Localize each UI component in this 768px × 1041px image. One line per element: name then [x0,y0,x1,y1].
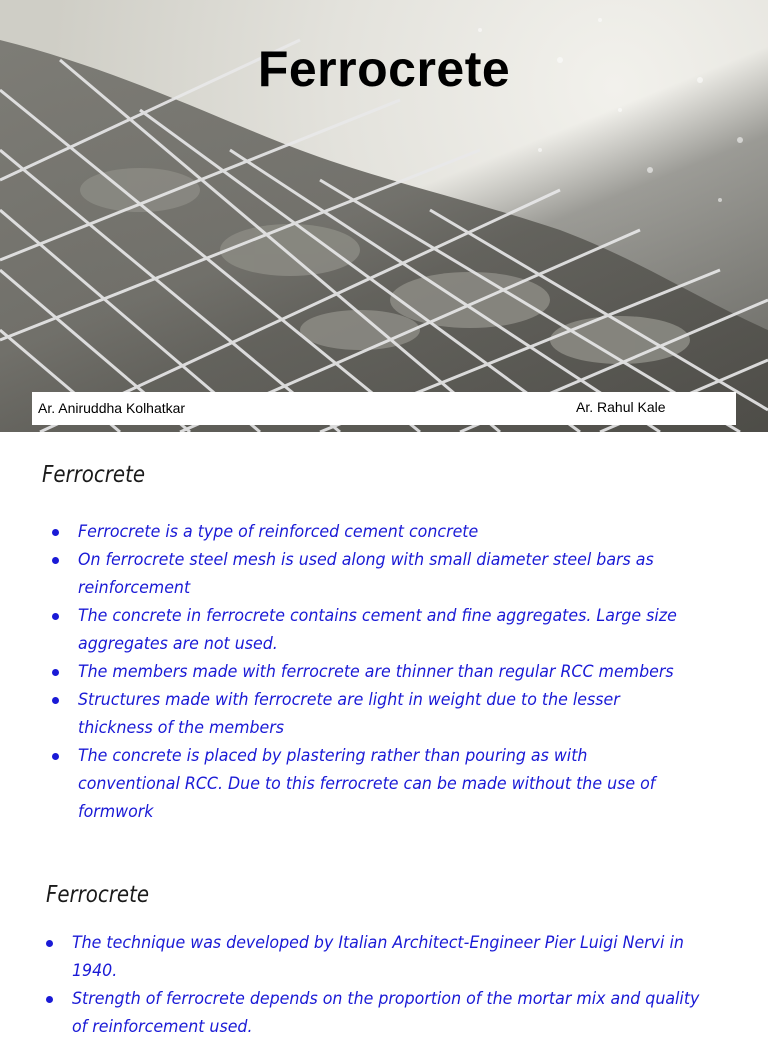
bullet-icon [52,557,59,564]
list-item [42,985,710,1041]
list-item [48,602,688,658]
list-item [48,742,688,826]
list-item [48,658,688,686]
list-item [42,929,710,985]
author-left: Ar. Aniruddha Kolhatkar [38,400,186,416]
cover-title: Ferrocrete [257,41,511,97]
list-item-text: The members made with ferrocrete are thinner than regular RCC members [78,662,674,682]
slide-ferrocrete-history [0,858,768,1037]
list-item-text: Strength of ferrocrete depends on the proportion of the mortar mix and quality of reinforcement used. [72,989,700,1037]
list-item-text: The concrete in ferrocrete contains cement and fine aggregates. Large size aggregates are not used. [78,606,677,654]
list-item [48,686,688,742]
list-item [48,546,688,602]
bullet-icon [52,669,59,676]
list-item [48,518,688,546]
list-item-text: The concrete is placed by plastering rather than pouring as with conventional RCC. Due to this ferrocrete can be made without the use of formwork [78,746,656,822]
slide-heading: Ferrocrete [42,462,146,488]
slide-ferrocrete-intro [0,440,768,850]
bullet-list [42,929,710,1041]
bullet-icon [52,613,59,620]
slide-heading: Ferrocrete [46,882,150,908]
bullet-list [48,518,688,826]
bullet-icon [52,753,59,760]
author-bar [32,392,736,425]
list-item-text: Structures made with ferrocrete are light in weight due to the lesser thickness of the members [78,690,620,738]
list-item-text: On ferrocrete steel mesh is used along with small diameter steel bars as reinforcement [78,550,654,598]
author-right: Ar. Rahul Kale [576,399,666,415]
bullet-icon [52,697,59,704]
bullet-icon [46,996,53,1003]
bullet-icon [52,529,59,536]
list-item-text: Ferrocrete is a type of reinforced cement concrete [78,522,479,542]
bullet-icon [46,940,53,947]
list-item-text: The technique was developed by Italian Architect-Engineer Pier Luigi Nervi in 1940. [72,933,684,981]
cover-slide [0,0,768,432]
